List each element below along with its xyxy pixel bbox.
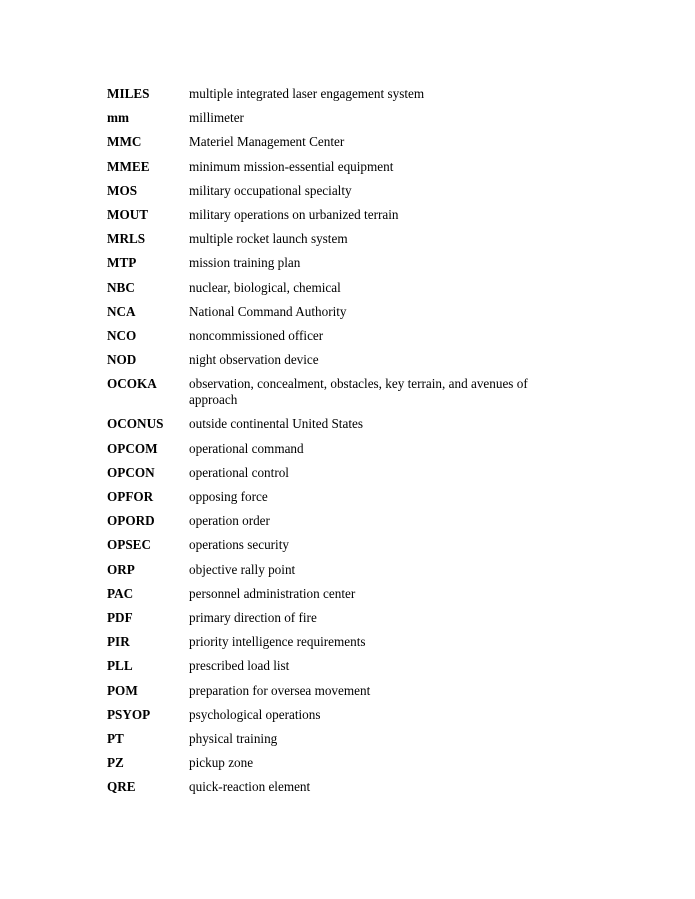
glossary-definition: National Command Authority [189, 303, 347, 319]
glossary-definition: night observation device [189, 352, 319, 368]
glossary-term: NCO [107, 327, 137, 343]
glossary-entry [107, 207, 567, 223]
glossary-entry [107, 255, 567, 271]
glossary-term: ORP [107, 561, 135, 577]
glossary-term: MOUT [107, 206, 149, 222]
glossary-term: PDF [107, 609, 133, 625]
glossary-term: MILES [107, 86, 150, 101]
glossary-definition: military occupational specialty [189, 182, 352, 198]
glossary-entry [107, 537, 567, 553]
glossary-term: MMEE [107, 158, 150, 174]
glossary-term: MMC [107, 134, 142, 150]
glossary-term: POM [107, 682, 138, 698]
glossary-entry [107, 304, 567, 320]
glossary-definition: pickup zone [189, 755, 254, 771]
glossary-definition: preparation for oversea movement [189, 682, 371, 698]
glossary-definition: military operations on urbanized terrain [189, 206, 399, 222]
glossary-entry [107, 755, 567, 771]
glossary-definition: operation order [189, 513, 270, 529]
glossary-entry [107, 159, 567, 175]
glossary-term: PT [107, 730, 124, 746]
glossary-entry [107, 183, 567, 199]
glossary-definition: objective rally point [189, 561, 296, 577]
glossary-entry [107, 134, 567, 150]
glossary-definition: mission training plan [189, 255, 301, 271]
glossary-definition: operational command [189, 440, 304, 456]
glossary-term: MOS [107, 182, 138, 198]
glossary-definition: physical training [189, 730, 278, 746]
glossary-entry [107, 376, 567, 408]
glossary-definition: priority intelligence requirements [189, 634, 366, 650]
glossary-definition: operations security [189, 537, 289, 553]
glossary-term: OPFOR [107, 489, 154, 504]
glossary-term: NBC [107, 279, 135, 295]
glossary-entry [107, 707, 567, 723]
glossary-entry [107, 586, 567, 602]
glossary-definition: opposing force [189, 489, 268, 504]
glossary-term: OPSEC [107, 537, 151, 553]
glossary-definition: nuclear, biological, chemical [189, 279, 341, 295]
glossary-definition: prescribed load list [189, 658, 290, 674]
glossary-entry [107, 658, 567, 674]
glossary-term: PAC [107, 585, 134, 601]
glossary-term: PZ [107, 755, 124, 771]
glossary-list [107, 86, 567, 803]
glossary-definition: operational control [189, 464, 289, 480]
glossary-entry [107, 731, 567, 747]
glossary-entry [107, 110, 567, 126]
glossary-definition: psychological operations [189, 706, 321, 722]
glossary-entry [107, 231, 567, 247]
glossary-entry [107, 441, 567, 457]
glossary-term: MRLS [107, 231, 146, 247]
glossary-entry [107, 416, 567, 432]
glossary-term: NCA [107, 303, 136, 319]
glossary-term: OCONUS [107, 416, 164, 432]
glossary-term: PSYOP [107, 706, 151, 722]
glossary-term: PIR [107, 634, 130, 650]
glossary-term: QRE [107, 779, 136, 795]
glossary-entry [107, 86, 567, 102]
glossary-entry [107, 513, 567, 529]
glossary-definition: personnel administration center [189, 585, 356, 601]
glossary-definition: multiple rocket launch system [189, 231, 348, 247]
glossary-entry [107, 352, 567, 368]
glossary-term: OCOKA [107, 376, 157, 392]
glossary-definition: primary direction of fire [189, 609, 317, 625]
glossary-term: PLL [107, 658, 133, 674]
glossary-term: mm [107, 110, 129, 126]
glossary-term: MTP [107, 255, 137, 271]
glossary-entry [107, 683, 567, 699]
glossary-entry [107, 465, 567, 481]
glossary-entry [107, 562, 567, 578]
glossary-definition: Materiel Management Center [189, 134, 345, 150]
glossary-entry [107, 280, 567, 296]
glossary-definition: quick-reaction element [189, 779, 311, 795]
glossary-entry [107, 610, 567, 626]
glossary-definition: millimeter [189, 110, 244, 126]
glossary-definition: noncommissioned officer [189, 327, 324, 343]
glossary-entry [107, 779, 567, 795]
glossary-term: OPCON [107, 464, 155, 480]
glossary-definition: outside continental United States [189, 416, 363, 432]
glossary-entry [107, 328, 567, 344]
glossary-term: NOD [107, 352, 137, 368]
glossary-definition: multiple integrated laser engagement system [189, 86, 425, 101]
glossary-term: OPCOM [107, 440, 158, 456]
glossary-definition: minimum mission-essential equipment [189, 158, 394, 174]
glossary-entry [107, 489, 567, 505]
glossary-term: OPORD [107, 513, 155, 529]
glossary-entry [107, 634, 567, 650]
glossary-definition: observation, concealment, obstacles, key terrain, and avenues of approach [189, 376, 528, 408]
